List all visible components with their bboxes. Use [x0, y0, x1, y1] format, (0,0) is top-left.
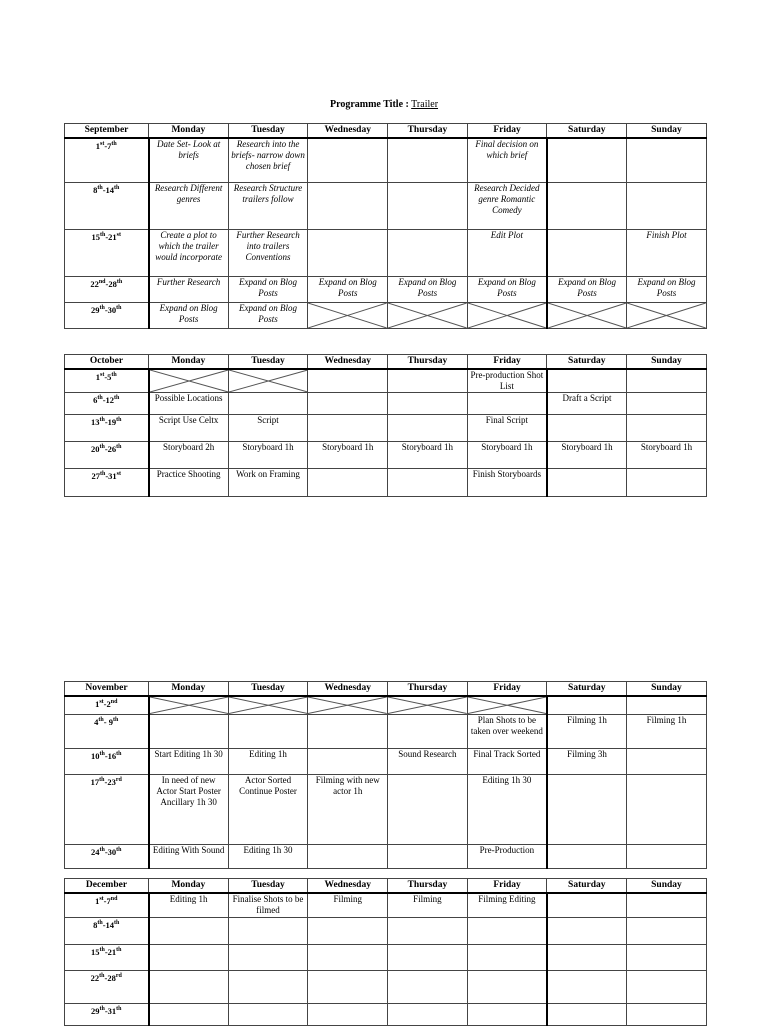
schedule-cell [308, 229, 388, 276]
day-header-sunday: Sunday [627, 355, 707, 370]
cross-icon [468, 303, 546, 328]
task-text: Work on Framing [236, 469, 300, 479]
task-text: Filming 1h [567, 714, 607, 725]
schedule-table-november [64, 681, 707, 869]
schedule-cell [467, 774, 547, 844]
schedule-cell [467, 415, 547, 442]
day-header-wednesday: Wednesday [308, 682, 388, 697]
day-header-saturday: Saturday [547, 124, 627, 139]
day-header-thursday: Thursday [388, 879, 468, 894]
schedule-cell [547, 415, 627, 442]
schedule-cell [228, 748, 308, 774]
task-text: Storyboard 1h [322, 442, 374, 452]
crossed-out-cell [627, 302, 707, 328]
crossed-out-cell [547, 302, 627, 328]
schedule-cell [547, 748, 627, 774]
task-text: Pre-Production [479, 844, 535, 855]
schedule-cell [547, 774, 627, 844]
schedule-cell [627, 917, 707, 944]
cross-icon [150, 370, 228, 392]
task-text: Finish Storyboards [472, 469, 541, 479]
week-row [65, 844, 707, 868]
task-text: Further Research [156, 276, 221, 287]
cross-icon [150, 697, 228, 714]
day-header-friday: Friday [467, 355, 547, 370]
day-header-saturday: Saturday [547, 879, 627, 894]
day-header-friday: Friday [467, 124, 547, 139]
task-text: Practice Shooting [156, 469, 221, 479]
schedule-cell [149, 774, 229, 844]
schedule-cell [149, 415, 229, 442]
week-label: 22nd-28th [65, 276, 149, 302]
programme-title-value: Trailer [411, 99, 439, 110]
task-text: Storyboard 1h [401, 442, 454, 452]
schedule-cell [627, 893, 707, 917]
task-text: Create a plot to which the trailer would incorporate [155, 229, 222, 262]
schedule-cell [149, 714, 229, 748]
schedule-cell [308, 469, 388, 497]
task-text: Storyboard 1h [242, 442, 294, 452]
schedule-cell [467, 138, 547, 182]
schedule-cell [388, 138, 468, 182]
task-text: In need of new Actor Start Poster Ancillary 1h 30 [156, 774, 221, 807]
week-row [65, 748, 707, 774]
task-text: Filming [333, 894, 362, 904]
schedule-cell [149, 469, 229, 497]
schedule-cell [388, 714, 468, 748]
schedule-cell [308, 415, 388, 442]
task-text: Start Editing 1h 30 [154, 748, 223, 759]
day-header-friday: Friday [467, 682, 547, 697]
task-text: Editing With Sound [152, 844, 225, 855]
schedule-cell [149, 944, 229, 970]
cross-icon [308, 697, 387, 714]
task-text: Filming [413, 894, 442, 904]
schedule-cell [547, 276, 627, 302]
schedule-cell [228, 714, 308, 748]
week-label: 1st-5th [65, 369, 149, 393]
schedule-cell [547, 1003, 627, 1025]
schedule-cell [627, 229, 707, 276]
schedule-cell [228, 1003, 308, 1025]
task-text: Editing 1h 30 [243, 844, 293, 855]
schedule-cell [547, 442, 627, 469]
cross-icon [388, 697, 467, 714]
schedule-cell [228, 893, 308, 917]
crossed-out-cell [467, 696, 547, 714]
week-row [65, 893, 707, 917]
schedule-cell [388, 393, 468, 415]
schedule-cell [627, 1003, 707, 1025]
day-header-tuesday: Tuesday [228, 124, 308, 139]
task-text: Storyboard 2h [162, 442, 215, 452]
week-label: 15th-21th [65, 944, 149, 970]
programme-title [0, 99, 768, 110]
day-header-monday: Monday [149, 355, 229, 370]
week-label: 27th-31st [65, 469, 149, 497]
task-text: Storyboard 1h [561, 442, 613, 452]
schedule-cell [388, 917, 468, 944]
task-text: Filming Editing [478, 894, 536, 904]
task-text: Pre-production Shot List [470, 370, 544, 391]
task-text: Script [257, 415, 279, 425]
day-header-sunday: Sunday [627, 682, 707, 697]
week-row [65, 970, 707, 1003]
programme-title-label: Programme Title : [329, 99, 409, 110]
schedule-cell [467, 748, 547, 774]
week-row [65, 696, 707, 714]
task-text: Finish Plot [646, 229, 687, 240]
schedule-cell [388, 1003, 468, 1025]
task-text: Expand on Blog Posts [239, 302, 298, 324]
day-header-thursday: Thursday [388, 124, 468, 139]
week-row [65, 415, 707, 442]
week-row [65, 276, 707, 302]
schedule-cell [627, 469, 707, 497]
task-text: Research Different genres [154, 182, 223, 204]
week-label: 8th-14th [65, 917, 149, 944]
schedule-cell [388, 748, 468, 774]
schedule-cell [149, 1003, 229, 1025]
schedule-cell [308, 182, 388, 229]
schedule-cell [149, 917, 229, 944]
day-header-monday: Monday [149, 682, 229, 697]
month-header: November [65, 682, 149, 697]
schedule-cell [388, 970, 468, 1003]
day-header-sunday: Sunday [627, 879, 707, 894]
schedule-cell [149, 182, 229, 229]
schedule-cell [228, 393, 308, 415]
schedule-cell [388, 944, 468, 970]
task-text: Research into the briefs- narrow down chosen brief [231, 139, 305, 171]
schedule-cell [547, 469, 627, 497]
day-header-saturday: Saturday [547, 682, 627, 697]
schedule-cell [627, 393, 707, 415]
task-text: Filming 1h [646, 714, 687, 725]
task-text: Expand on Blog Posts [558, 276, 617, 298]
schedule-table-october [64, 354, 707, 497]
month-header: September [65, 124, 149, 139]
schedule-cell [627, 138, 707, 182]
schedule-cell [627, 696, 707, 714]
week-label: 22th-28rd [65, 970, 149, 1003]
header-row [65, 355, 707, 370]
schedule-cell [627, 714, 707, 748]
day-header-thursday: Thursday [388, 682, 468, 697]
schedule-cell [627, 944, 707, 970]
schedule-cell [228, 844, 308, 868]
cross-icon [308, 303, 387, 328]
week-row [65, 917, 707, 944]
week-label: 29th-30th [65, 302, 149, 328]
day-header-sunday: Sunday [627, 124, 707, 139]
week-row [65, 469, 707, 497]
schedule-cell [467, 393, 547, 415]
schedule-cell [388, 774, 468, 844]
schedule-cell [547, 696, 627, 714]
schedule-table-september [64, 123, 707, 329]
week-label: 17th-23rd [65, 774, 149, 844]
schedule-cell [627, 748, 707, 774]
task-text: Actor Sorted Continue Poster [239, 774, 297, 796]
task-text: Filming 3h [567, 748, 607, 759]
schedule-cell [467, 442, 547, 469]
schedule-cell [228, 774, 308, 844]
cross-icon [388, 303, 467, 328]
schedule-cell [627, 369, 707, 393]
task-text: Editing 1h [249, 748, 287, 759]
schedule-cell [467, 276, 547, 302]
schedule-cell [149, 229, 229, 276]
crossed-out-cell [149, 696, 229, 714]
schedule-cell [149, 442, 229, 469]
week-row [65, 944, 707, 970]
task-text: Final Script [485, 415, 528, 425]
crossed-out-cell [388, 696, 468, 714]
week-label: 10th-16th [65, 748, 149, 774]
week-row [65, 369, 707, 393]
crossed-out-cell [149, 369, 229, 393]
task-text: Expand on Blog Posts [637, 276, 696, 298]
schedule-cell [388, 276, 468, 302]
week-label: 1st-7th [65, 138, 149, 182]
crossed-out-cell [228, 696, 308, 714]
day-header-tuesday: Tuesday [228, 879, 308, 894]
schedule-cell [547, 138, 627, 182]
schedule-cell [467, 970, 547, 1003]
schedule-cell [308, 893, 388, 917]
day-header-monday: Monday [149, 879, 229, 894]
schedule-cell [627, 774, 707, 844]
task-text: Research Decided genre Romantic Comedy [474, 182, 540, 215]
task-text: Expand on Blog Posts [477, 276, 536, 298]
day-header-saturday: Saturday [547, 355, 627, 370]
task-text: Finalise Shots to be filmed [232, 894, 304, 915]
schedule-cell [149, 844, 229, 868]
schedule-cell [308, 1003, 388, 1025]
week-row [65, 138, 707, 182]
schedule-cell [388, 844, 468, 868]
schedule-cell [467, 944, 547, 970]
week-row [65, 302, 707, 328]
schedule-cell [308, 917, 388, 944]
schedule-cell [627, 182, 707, 229]
schedule-cell [149, 138, 229, 182]
week-row [65, 1003, 707, 1025]
schedule-cell [388, 369, 468, 393]
header-row [65, 124, 707, 139]
schedule-cell [467, 844, 547, 868]
week-label: 20th-26th [65, 442, 149, 469]
week-row [65, 714, 707, 748]
schedule-cell [388, 415, 468, 442]
task-text: Expand on Blog Posts [318, 276, 377, 298]
cross-icon [229, 697, 308, 714]
week-row [65, 393, 707, 415]
schedule-cell [547, 970, 627, 1003]
week-row [65, 182, 707, 229]
week-label: 29th-31th [65, 1003, 149, 1025]
schedule-cell [467, 469, 547, 497]
month-header: December [65, 879, 149, 894]
schedule-cell [388, 442, 468, 469]
crossed-out-cell [228, 369, 308, 393]
schedule-cell [308, 393, 388, 415]
crossed-out-cell [308, 696, 388, 714]
task-text: Date Set- Look at briefs [156, 139, 221, 160]
task-text: Expand on Blog Posts [398, 276, 457, 298]
crossed-out-cell [467, 302, 547, 328]
schedule-cell [547, 714, 627, 748]
schedule-cell [228, 944, 308, 970]
day-header-wednesday: Wednesday [308, 124, 388, 139]
schedule-cell [388, 893, 468, 917]
crossed-out-cell [308, 302, 388, 328]
task-text: Storyboard 1h [640, 442, 693, 452]
schedule-cell [467, 714, 547, 748]
schedule-cell [467, 369, 547, 393]
schedule-cell [467, 1003, 547, 1025]
schedule-cell [149, 302, 229, 328]
week-row [65, 442, 707, 469]
schedule-cell [547, 917, 627, 944]
day-header-wednesday: Wednesday [308, 879, 388, 894]
schedule-cell [467, 229, 547, 276]
cross-icon [468, 697, 546, 714]
schedule-cell [228, 276, 308, 302]
week-row [65, 229, 707, 276]
task-text: Editing 1h 30 [482, 774, 532, 785]
schedule-cell [308, 774, 388, 844]
schedule-cell [228, 229, 308, 276]
cross-icon [627, 303, 706, 328]
schedule-cell [228, 917, 308, 944]
week-label: 6th-12th [65, 393, 149, 415]
schedule-cell [308, 748, 388, 774]
cross-icon [229, 370, 308, 392]
schedule-cell [149, 393, 229, 415]
schedule-cell [627, 442, 707, 469]
task-text: Plan Shots to be taken over weekend [470, 714, 543, 736]
schedule-cell [547, 844, 627, 868]
week-label: 15th-21st [65, 229, 149, 276]
schedule-cell [627, 844, 707, 868]
schedule-cell [308, 276, 388, 302]
schedule-cell [228, 469, 308, 497]
schedule-cell [149, 893, 229, 917]
header-row [65, 682, 707, 697]
schedule-cell [467, 182, 547, 229]
schedule-cell [627, 415, 707, 442]
week-label: 24th-30th [65, 844, 149, 868]
task-text: Edit Plot [490, 229, 523, 240]
task-text: Draft a Script [562, 393, 612, 403]
schedule-cell [308, 944, 388, 970]
schedule-cell [228, 302, 308, 328]
header-row [65, 879, 707, 894]
day-header-tuesday: Tuesday [228, 682, 308, 697]
schedule-cell [547, 893, 627, 917]
task-text: Expand on Blog Posts [159, 302, 218, 324]
task-text: Final Track Sorted [473, 748, 541, 759]
schedule-cell [467, 917, 547, 944]
task-text: Editing 1h [169, 894, 208, 904]
day-header-tuesday: Tuesday [228, 355, 308, 370]
schedule-cell [467, 893, 547, 917]
schedule-cell [308, 844, 388, 868]
task-text: Final decision on which brief [475, 139, 539, 160]
schedule-cell [547, 182, 627, 229]
schedule-cell [228, 138, 308, 182]
week-row [65, 774, 707, 844]
month-header: October [65, 355, 149, 370]
task-text: Filming with new actor 1h [315, 774, 380, 796]
schedule-cell [547, 229, 627, 276]
schedule-cell [388, 229, 468, 276]
schedule-cell [228, 415, 308, 442]
schedule-cell [228, 442, 308, 469]
schedule-cell [308, 970, 388, 1003]
schedule-cell [308, 442, 388, 469]
week-label: 13th-19th [65, 415, 149, 442]
day-header-monday: Monday [149, 124, 229, 139]
schedule-cell [547, 393, 627, 415]
week-label: 1st-2nd [65, 696, 149, 714]
schedule-cell [308, 714, 388, 748]
schedule-cell [149, 276, 229, 302]
crossed-out-cell [388, 302, 468, 328]
cross-icon [548, 303, 626, 328]
schedule-cell [388, 469, 468, 497]
schedule-cell [627, 276, 707, 302]
task-text: Script Use Celtx [158, 415, 219, 425]
schedule-cell [149, 748, 229, 774]
task-text: Further Research into trailers Conventions [236, 229, 300, 262]
schedule-cell [308, 138, 388, 182]
day-header-wednesday: Wednesday [308, 355, 388, 370]
schedule-table-december [64, 878, 707, 1026]
task-text: Possible Locations [154, 393, 223, 403]
schedule-cell [308, 369, 388, 393]
schedule-cell [627, 970, 707, 1003]
task-text: Research Structure trailers follow [233, 182, 303, 204]
task-text: Expand on Blog Posts [239, 276, 298, 298]
schedule-cell [547, 369, 627, 393]
task-text: Storyboard 1h [481, 442, 533, 452]
week-label: 4th- 9th [65, 714, 149, 748]
schedule-cell [228, 182, 308, 229]
schedule-cell [547, 944, 627, 970]
task-text: Sound Research [398, 748, 457, 759]
week-label: 8th-14th [65, 182, 149, 229]
day-header-thursday: Thursday [388, 355, 468, 370]
schedule-cell [149, 970, 229, 1003]
day-header-friday: Friday [467, 879, 547, 894]
schedule-cell [388, 182, 468, 229]
week-label: 1st-7nd [65, 893, 149, 917]
schedule-cell [228, 970, 308, 1003]
